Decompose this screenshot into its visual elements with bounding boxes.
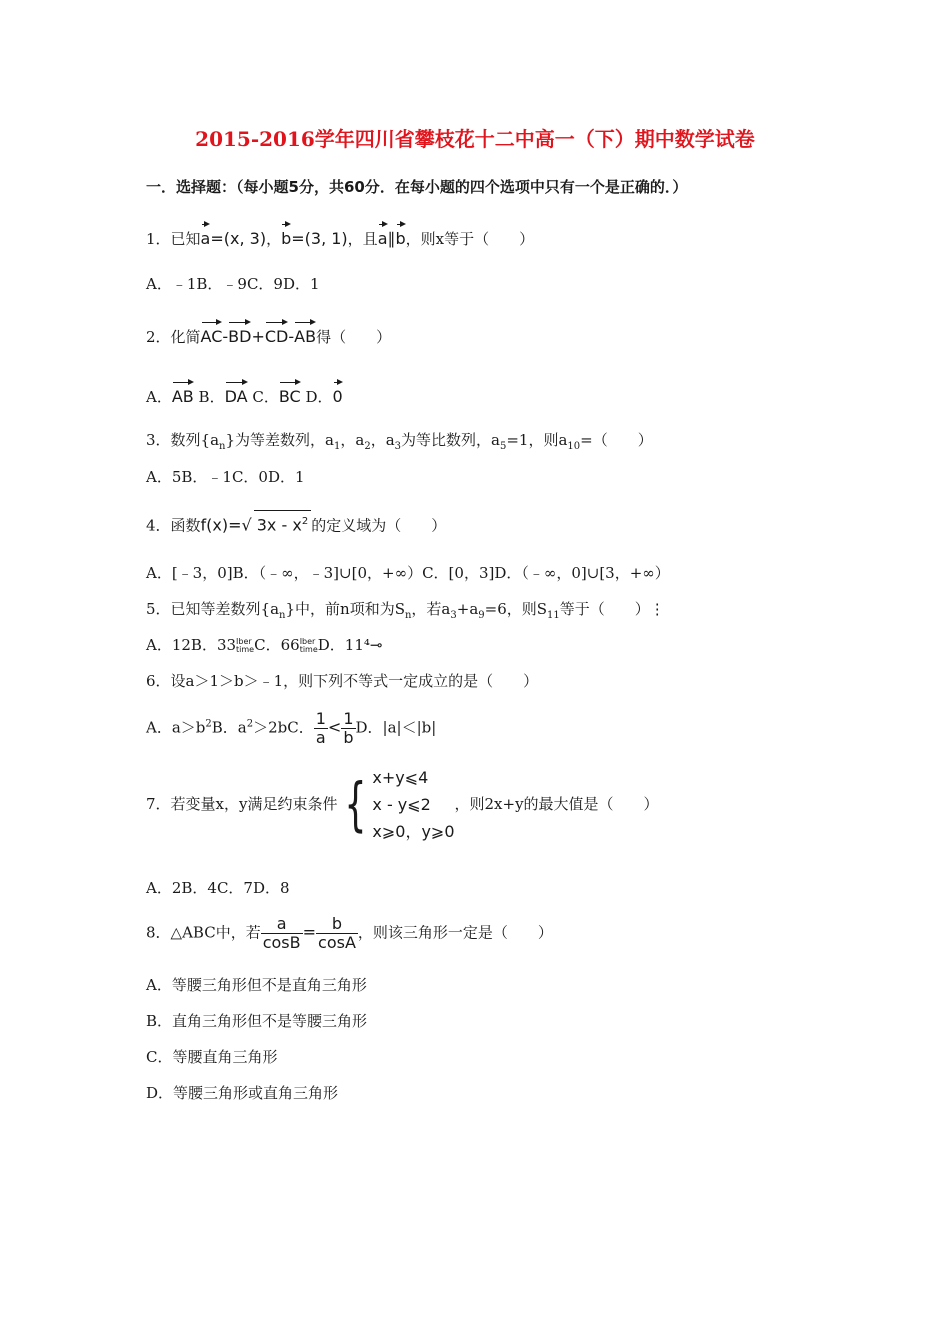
q2-option-a: A．	[146, 388, 172, 406]
q4-number: 4．函数	[146, 516, 201, 535]
q5-part1: 5．已知等差数列{a	[146, 600, 280, 618]
q3-sub-5: 5	[499, 441, 507, 452]
q1-options: A．﹣1B．﹣9C．9D．1	[146, 275, 320, 293]
constraint-2: x - y⩽2	[372, 794, 431, 814]
question-3	[146, 429, 653, 458]
q3-part5: 为等比数列，a	[401, 431, 500, 449]
sqrt-expression: √ $3x - x^2$	[242, 510, 312, 536]
q1-mid: ，且	[347, 230, 378, 248]
fraction-a-over-cosb: $\frac{a}{\cos B}$	[262, 914, 301, 952]
q4-tail: 的定义域为（ ）	[311, 516, 447, 535]
q2-option-d: D．	[305, 388, 333, 406]
q2-option-c-vector: BC	[279, 380, 301, 408]
q5-option-ab: A．12B．33	[146, 636, 237, 654]
q5-sub-9: 9	[478, 610, 485, 621]
q1-number: 1．已知	[146, 230, 201, 248]
q3-sub-3: 3	[394, 441, 402, 452]
question-6: 6．设a＞1＞b＞﹣1，则下列不等式一定成立的是（ ）	[146, 672, 539, 690]
q7-tail: ，则2x+y的最大值是（ ）	[454, 795, 659, 813]
q5-option-c: C．66	[254, 636, 300, 654]
vector-ab: AB	[294, 320, 316, 348]
q5-option-d: D．11	[317, 636, 364, 654]
q5-part2: }中，前n项和为S	[285, 600, 405, 618]
less-than-sign: <	[327, 717, 342, 737]
page-title: 2015-2016学年四川省攀枝花十二中高一（下）期中数学试卷	[195, 127, 755, 151]
parallel-sign: ∥	[387, 229, 396, 248]
q1-comma: ，	[266, 230, 282, 248]
q3-part7: =（ ）	[580, 431, 653, 449]
q5-options	[146, 634, 382, 656]
vector-a-2: a	[378, 222, 388, 250]
q2-option-c: C．	[252, 388, 279, 406]
vector-ac: AC	[201, 320, 223, 348]
q5-part6: 等于（ ）⋮	[559, 600, 665, 618]
q5-artifact-3: ⁴⊸	[363, 636, 383, 654]
q8-option-d: D．等腰三角形或直角三角形	[146, 1084, 339, 1102]
q6-option-a: A．a＞b	[146, 718, 206, 737]
q3-options: A．5B．﹣1C．0D．1	[146, 468, 305, 486]
q3-sub-2: 2	[364, 441, 371, 452]
q2-option-a-vector: AB	[172, 380, 194, 408]
q3-sub-1: 1	[333, 441, 341, 452]
q5-part4: +a	[456, 600, 479, 618]
question-4	[146, 510, 446, 536]
q2-tail: 得（ ）	[316, 328, 392, 346]
question-1	[146, 222, 534, 250]
q2-options	[146, 380, 343, 408]
q3-part2: }为等差数列，a	[225, 431, 334, 449]
constraint-system	[337, 762, 454, 846]
q8-option-c: C．等腰直角三角形	[146, 1048, 278, 1066]
q5-part5: =6，则S	[484, 600, 548, 618]
fraction-1-over-b: $\frac{1}{b}$	[343, 709, 354, 747]
q5-artifact-2: Iber time	[299, 637, 318, 654]
q5-sub-3: 3	[450, 610, 457, 621]
q5-part3: ，若a	[411, 600, 451, 618]
q4-options: A．[﹣3，0]B．（﹣∞，﹣3]∪[0，+∞）C．[0，3]D．（﹣∞，0]∪[3，+∞）	[146, 564, 670, 582]
left-brace: {	[344, 770, 368, 838]
q3-sub-n: n	[219, 441, 226, 452]
q8-option-a: A．等腰三角形但不是直角三角形	[146, 976, 367, 994]
question-5	[146, 598, 665, 627]
q5-artifact-1: Iber time	[236, 637, 255, 654]
q4-radicand: 3x - x	[256, 515, 302, 535]
question-2	[146, 320, 391, 348]
q4-function: f(x)=	[200, 515, 242, 535]
q3-part4: ，a	[370, 431, 395, 449]
q3-part3: ，a	[340, 431, 365, 449]
q3-part1: 3．数列{a	[146, 431, 220, 449]
fraction-1-over-a: $\frac{1}{a}$	[315, 709, 326, 747]
q4-exponent: 2	[301, 516, 309, 527]
q2-op2: +	[251, 327, 265, 346]
vector-b-2: b	[396, 222, 406, 250]
q5-sub-n: n	[279, 610, 286, 621]
vector-bd: BD	[228, 320, 251, 348]
q7-number: 7．若变量x，y满足约束条件	[146, 795, 338, 813]
q6-options	[146, 710, 436, 747]
question-7	[146, 762, 659, 846]
q6-option-b2: ＞2bC．	[253, 718, 314, 737]
q3-sub-10: 10	[567, 441, 581, 452]
vector-b: b	[281, 222, 291, 250]
q2-option-d-vector: 0	[333, 380, 343, 408]
fraction-b-over-cosa: $\frac{b}{\cos A}$	[318, 914, 356, 952]
vector-b-value: =(3, 1)	[291, 229, 348, 248]
q5-sub-n2: n	[404, 610, 412, 621]
q2-number: 2．化简	[146, 328, 201, 346]
q5-sub-11: 11	[547, 610, 560, 621]
q6-option-d: D．|a|＜|b|	[355, 718, 437, 737]
equals-sign: =	[302, 922, 317, 942]
q2-op3: -	[288, 327, 295, 346]
q2-option-b-vector: DA	[225, 380, 248, 408]
q8-tail: ，则该三角形一定是（ ）	[357, 923, 553, 942]
q1-tail: ，则x等于（ ）	[405, 230, 535, 248]
q7-options: A．2B．4C．7D．8	[146, 879, 290, 897]
constraint-3: x⩾0，y⩾0	[372, 821, 455, 841]
q2-op1: -	[222, 327, 229, 346]
q2-option-b: B．	[198, 388, 225, 406]
q6-sup-a: 2	[205, 718, 212, 730]
vector-cd: CD	[265, 320, 289, 348]
q6-sup-b: 2	[246, 718, 254, 730]
q8-number: 8．△ABC中，若	[146, 923, 261, 942]
q6-option-b: B．a	[211, 718, 247, 737]
q8-option-b: B．直角三角形但不是等腰三角形	[146, 1012, 368, 1030]
q3-part6: =1，则a	[506, 431, 568, 449]
vector-a-value: =(x, 3)	[210, 229, 267, 248]
section-heading: 一．选择题：（每小题5分，共60分．在每小题的四个选项中只有一个是正确的．）	[146, 178, 688, 196]
vector-a: a	[201, 222, 211, 250]
question-8	[146, 915, 553, 952]
constraint-1: x+y⩽4	[372, 767, 429, 787]
